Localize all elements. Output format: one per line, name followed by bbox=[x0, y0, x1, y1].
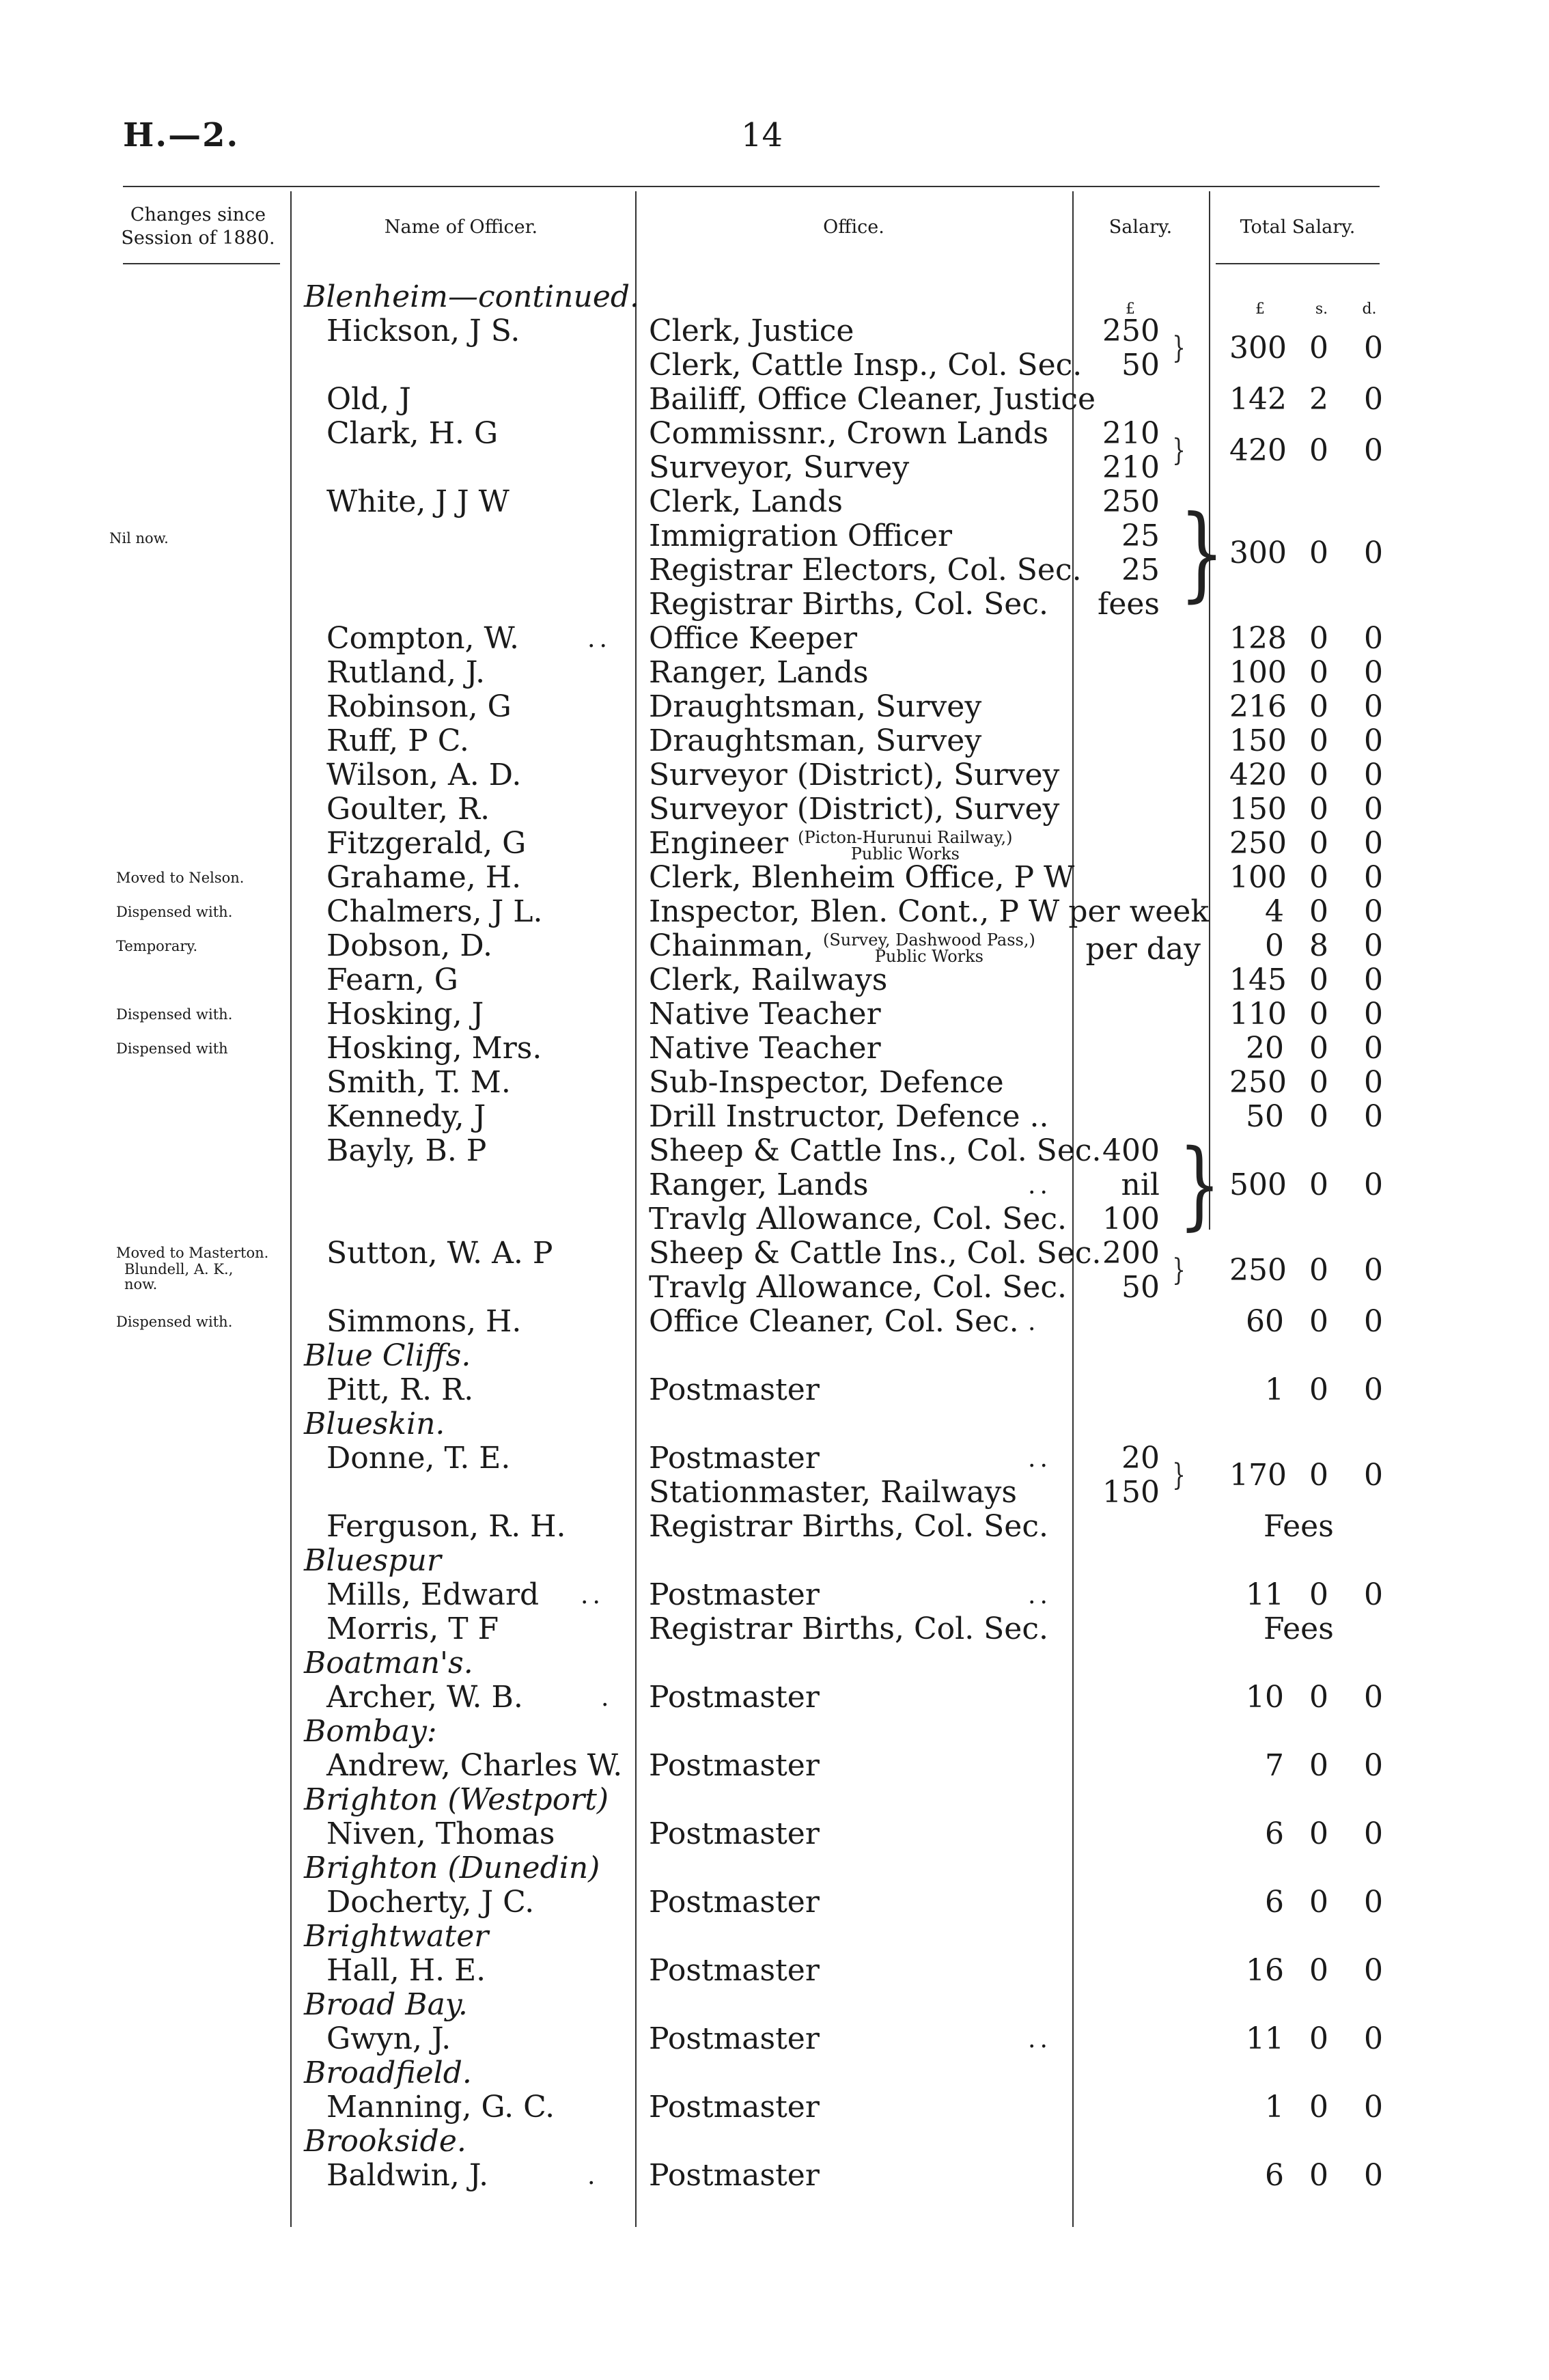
office: Registrar Electors, Col. Sec. bbox=[649, 553, 1082, 587]
salary: fees bbox=[1098, 587, 1160, 622]
office: Postmaster bbox=[649, 1748, 820, 1783]
change-note: Moved to Masterton. bbox=[116, 1245, 269, 1261]
total-pence: 0 bbox=[1364, 2090, 1383, 2125]
total-pence-unit: d. bbox=[1362, 301, 1377, 318]
total-shillings: 0 bbox=[1309, 689, 1328, 724]
office-detail-line1: Picton-Hurunui Railway, bbox=[804, 827, 1007, 847]
salary: 400 bbox=[1102, 1133, 1160, 1168]
total-pence: 0 bbox=[1364, 433, 1383, 468]
brace: } bbox=[1178, 1129, 1221, 1241]
header-office: Office. bbox=[823, 217, 884, 238]
salary: 25 bbox=[1121, 553, 1160, 587]
office: Postmaster bbox=[649, 1372, 820, 1407]
total-shillings: 0 bbox=[1309, 1458, 1328, 1493]
total-shillings: 0 bbox=[1309, 536, 1328, 570]
header-bottom-rule bbox=[123, 263, 280, 264]
page-number: 14 bbox=[741, 116, 783, 154]
salary: 50 bbox=[1121, 1270, 1160, 1305]
officer-name: Kennedy, J bbox=[326, 1099, 486, 1134]
total-pounds: 60 bbox=[1246, 1304, 1284, 1339]
total-pence: 0 bbox=[1364, 1304, 1383, 1339]
officer-name: Compton, W. bbox=[326, 621, 520, 656]
total-pence: 0 bbox=[1364, 894, 1383, 929]
office: Sub-Inspector, Defence bbox=[649, 1065, 1004, 1100]
place-heading: Brighton (Dunedin) bbox=[304, 1851, 600, 1885]
place-heading: Boatman's. bbox=[304, 1646, 473, 1680]
leader-dots: . bbox=[601, 1684, 613, 1712]
total-pounds: 110 bbox=[1229, 997, 1287, 1032]
office: Immigration Officer bbox=[649, 518, 953, 553]
total-pounds: 16 bbox=[1246, 1953, 1284, 1988]
total-shillings: 2 bbox=[1309, 382, 1328, 417]
total-shillings: 0 bbox=[1309, 723, 1328, 758]
total-shillings: 0 bbox=[1309, 1031, 1328, 1066]
office-detail-line2: Public Works bbox=[850, 844, 960, 863]
total-shillings: 0 bbox=[1309, 758, 1328, 792]
office: Surveyor (District), Survey bbox=[649, 792, 1060, 827]
office-title: Engineer bbox=[649, 826, 789, 861]
total-pence: 0 bbox=[1364, 963, 1383, 997]
header-changes: Changes since Session of 1880. bbox=[121, 204, 275, 249]
total-pence: 0 bbox=[1364, 382, 1383, 417]
officer-name: Gwyn, J. bbox=[326, 2021, 451, 2056]
total-pounds: 150 bbox=[1229, 792, 1287, 827]
leader-dots: . bbox=[1028, 1308, 1040, 1336]
salary: 250 bbox=[1102, 314, 1160, 348]
salary: 210 bbox=[1102, 450, 1160, 485]
office: Postmaster bbox=[649, 2021, 820, 2056]
document-reference: H.—2. bbox=[123, 116, 240, 154]
total-pence: 0 bbox=[1364, 826, 1383, 861]
office: Postmaster bbox=[649, 1680, 820, 1715]
officer-name: Pitt, R. R. bbox=[326, 1372, 474, 1407]
office: Clerk, Blenheim Office, P W bbox=[649, 860, 1075, 895]
officer-name: Morris, T F bbox=[326, 1611, 499, 1646]
officer-name: Manning, G. C. bbox=[326, 2090, 555, 2125]
total-pence: 0 bbox=[1364, 860, 1383, 895]
officer-name: Donne, T. E. bbox=[326, 1441, 511, 1476]
header-name: Name of Officer. bbox=[384, 217, 538, 238]
total-pounds: 6 bbox=[1265, 1816, 1284, 1851]
total-shillings: 0 bbox=[1309, 655, 1328, 690]
officer-name: Archer, W. B. bbox=[326, 1680, 523, 1715]
office: Office Cleaner, Col. Sec. bbox=[649, 1304, 1019, 1339]
office: Clerk, Lands bbox=[649, 484, 843, 519]
officer-name: Hickson, J S. bbox=[326, 314, 520, 348]
brace: } bbox=[1172, 433, 1186, 468]
total-pounds: 7 bbox=[1265, 1748, 1284, 1783]
office: Office Keeper bbox=[649, 621, 858, 656]
salary: per week bbox=[1068, 894, 1209, 929]
place-heading: Broadfield. bbox=[304, 2056, 472, 2090]
change-note: Moved to Nelson. bbox=[116, 870, 245, 886]
officer-name: Ferguson, R. H. bbox=[326, 1509, 566, 1544]
total-pence: 0 bbox=[1364, 1885, 1383, 1920]
officer-name: Dobson, D. bbox=[326, 928, 493, 963]
total-pence: 0 bbox=[1364, 655, 1383, 690]
header-salary: Salary. bbox=[1108, 217, 1173, 238]
total-pounds: 6 bbox=[1265, 2158, 1284, 2193]
column-rule bbox=[290, 191, 292, 2227]
total-pounds: 250 bbox=[1229, 1253, 1287, 1288]
office: Registrar Births, Col. Sec. bbox=[649, 1509, 1048, 1544]
total-shillings: 0 bbox=[1309, 1167, 1328, 1202]
office: Clerk, Cattle Insp., Col. Sec. bbox=[649, 348, 1083, 383]
total-pounds: 11 bbox=[1246, 2021, 1284, 2056]
brace: } bbox=[1172, 1458, 1186, 1493]
total-pence: 0 bbox=[1364, 1031, 1383, 1066]
total-fees: Fees bbox=[1264, 1611, 1334, 1646]
total-pence: 0 bbox=[1364, 689, 1383, 724]
total-pounds: 4 bbox=[1265, 894, 1284, 929]
total-shillings: 0 bbox=[1309, 1099, 1328, 1134]
total-pounds: 100 bbox=[1229, 860, 1287, 895]
officer-name: Sutton, W. A. P bbox=[326, 1236, 553, 1271]
brace: } bbox=[1179, 494, 1225, 613]
salary-unit: £ bbox=[1126, 301, 1135, 318]
office: Inspector, Blen. Cont., P W bbox=[649, 894, 1060, 929]
salary: 50 bbox=[1121, 348, 1160, 383]
office: Postmaster bbox=[649, 1885, 820, 1920]
place-heading: Blenheim—continued. bbox=[304, 279, 640, 314]
total-pounds: 142 bbox=[1229, 382, 1287, 417]
change-note: Nil now. bbox=[109, 530, 169, 546]
place-heading: Blueskin. bbox=[304, 1407, 445, 1441]
officer-name: Hosking, J bbox=[326, 997, 484, 1032]
total-pounds-unit: £ bbox=[1255, 301, 1265, 318]
office: Postmaster bbox=[649, 1816, 820, 1851]
office bbox=[649, 928, 1035, 966]
total-shillings: 0 bbox=[1309, 2158, 1328, 2193]
office: Draughtsman, Survey bbox=[649, 689, 982, 724]
total-pounds: 1 bbox=[1265, 2090, 1284, 2125]
column-rule bbox=[1072, 191, 1074, 2227]
office: Sheep & Cattle Ins., Col. Sec. bbox=[649, 1236, 1102, 1271]
total-shillings: 0 bbox=[1309, 1304, 1328, 1339]
total-pounds: 128 bbox=[1229, 621, 1287, 656]
change-note: Dispensed with bbox=[116, 1040, 228, 1057]
leader-dots: . bbox=[587, 2162, 600, 2190]
column-rule bbox=[1209, 191, 1210, 1230]
officer-name: Robinson, G bbox=[326, 689, 512, 724]
total-shillings: 0 bbox=[1309, 2021, 1328, 2056]
total-pounds: 20 bbox=[1246, 1031, 1284, 1066]
total-pounds: 50 bbox=[1246, 1099, 1284, 1134]
office: Postmaster bbox=[649, 1953, 820, 1988]
total-fees: Fees bbox=[1264, 1509, 1334, 1544]
officer-name: Goulter, R. bbox=[326, 792, 490, 827]
change-note: Blundell, A. K., bbox=[124, 1261, 234, 1277]
salary: per day bbox=[1085, 932, 1201, 967]
place-heading: Broad Bay. bbox=[304, 1987, 468, 2022]
office: Native Teacher bbox=[649, 1031, 881, 1066]
total-pounds: 170 bbox=[1229, 1458, 1287, 1493]
total-shillings: 8 bbox=[1309, 928, 1328, 963]
total-pence: 0 bbox=[1364, 758, 1383, 792]
officer-name: Old, J bbox=[326, 382, 411, 417]
total-pence: 0 bbox=[1364, 928, 1383, 963]
office: Stationmaster, Railways bbox=[649, 1475, 1017, 1510]
office: Drill Instructor, Defence .. bbox=[649, 1099, 1049, 1134]
total-shillings-unit: s. bbox=[1315, 301, 1328, 318]
office: Sheep & Cattle Ins., Col. Sec. bbox=[649, 1133, 1102, 1168]
officer-name: Smith, T. M. bbox=[326, 1065, 511, 1100]
office-detail: (Survey, Dashwood Pass,) Public Works bbox=[822, 930, 1035, 966]
officer-name: Rutland, J. bbox=[326, 655, 486, 690]
total-shillings: 0 bbox=[1309, 621, 1328, 656]
office: Postmaster bbox=[649, 2090, 820, 2125]
place-heading: Bluespur bbox=[304, 1543, 441, 1578]
salary: 150 bbox=[1102, 1475, 1160, 1510]
office: Draughtsman, Survey bbox=[649, 723, 982, 758]
total-shillings: 0 bbox=[1309, 826, 1328, 861]
officer-name: White, J J W bbox=[326, 484, 510, 519]
total-shillings: 0 bbox=[1309, 1680, 1328, 1715]
office: Clerk, Justice bbox=[649, 314, 854, 348]
office: Ranger, Lands bbox=[649, 1167, 869, 1202]
total-pence: 0 bbox=[1364, 1816, 1383, 1851]
total-pence: 0 bbox=[1364, 792, 1383, 827]
officer-name: Fitzgerald, G bbox=[326, 826, 527, 861]
change-note: Dispensed with. bbox=[116, 904, 233, 920]
total-pounds: 300 bbox=[1229, 331, 1287, 365]
total-pence: 0 bbox=[1364, 621, 1383, 656]
total-shillings: 0 bbox=[1309, 1885, 1328, 1920]
total-pounds: 1 bbox=[1265, 1372, 1284, 1407]
total-shillings: 0 bbox=[1309, 1748, 1328, 1783]
total-pence: 0 bbox=[1364, 1577, 1383, 1612]
total-pence: 0 bbox=[1364, 1748, 1383, 1783]
brace: } bbox=[1172, 331, 1186, 365]
header-total-salary: Total Salary. bbox=[1240, 217, 1356, 238]
total-shillings: 0 bbox=[1309, 1577, 1328, 1612]
officer-name: Fearn, G bbox=[326, 963, 458, 997]
total-shillings: 0 bbox=[1309, 331, 1328, 365]
total-pence: 0 bbox=[1364, 331, 1383, 365]
change-note: Temporary. bbox=[116, 938, 198, 954]
total-shillings: 0 bbox=[1309, 1372, 1328, 1407]
total-pence: 0 bbox=[1364, 2021, 1383, 2056]
officer-name: Grahame, H. bbox=[326, 860, 522, 895]
officer-name: Clark, H. G bbox=[326, 416, 499, 451]
total-shillings: 0 bbox=[1309, 2090, 1328, 2125]
officer-name: Mills, Edward bbox=[326, 1577, 540, 1612]
officer-name: Simmons, H. bbox=[326, 1304, 522, 1339]
leader-dots: .. bbox=[1028, 2025, 1052, 2053]
office-detail-line1: Survey, Dashwood Pass, bbox=[829, 930, 1029, 950]
total-shillings: 0 bbox=[1309, 894, 1328, 929]
total-pence: 0 bbox=[1364, 1099, 1383, 1134]
total-pence: 0 bbox=[1364, 1253, 1383, 1288]
total-shillings: 0 bbox=[1309, 1816, 1328, 1851]
total-pounds: 420 bbox=[1229, 433, 1287, 468]
total-pence: 0 bbox=[1364, 1372, 1383, 1407]
total-shillings: 0 bbox=[1309, 997, 1328, 1032]
officer-name: Ruff, P C. bbox=[326, 723, 469, 758]
leader-dots: .. bbox=[1028, 1581, 1052, 1609]
office-title: Chainman, bbox=[649, 928, 813, 963]
total-pounds: 6 bbox=[1265, 1885, 1284, 1920]
change-note: Dispensed with. bbox=[116, 1006, 233, 1023]
officer-name: Baldwin, J. bbox=[326, 2158, 489, 2193]
total-pence: 0 bbox=[1364, 536, 1383, 570]
office: Native Teacher bbox=[649, 997, 881, 1032]
office: Travlg Allowance, Col. Sec. bbox=[649, 1202, 1067, 1236]
total-pounds: 500 bbox=[1229, 1167, 1287, 1202]
salary: nil bbox=[1121, 1167, 1160, 1202]
office: Clerk, Railways bbox=[649, 963, 888, 997]
office bbox=[649, 827, 1013, 861]
total-pounds: 0 bbox=[1265, 928, 1284, 963]
salary: 20 bbox=[1121, 1441, 1160, 1476]
total-pounds: 300 bbox=[1229, 536, 1287, 570]
office: Surveyor, Survey bbox=[649, 450, 910, 485]
change-note: Dispensed with. bbox=[116, 1314, 233, 1330]
total-shillings: 0 bbox=[1309, 792, 1328, 827]
total-pounds: 150 bbox=[1229, 723, 1287, 758]
total-pounds: 100 bbox=[1229, 655, 1287, 690]
total-pounds: 250 bbox=[1229, 1065, 1287, 1100]
total-pence: 0 bbox=[1364, 1680, 1383, 1715]
officer-name: Hosking, Mrs. bbox=[326, 1031, 542, 1066]
header-bottom-rule bbox=[1216, 263, 1380, 264]
office: Registrar Births, Col. Sec. bbox=[649, 1611, 1048, 1646]
office: Surveyor (District), Survey bbox=[649, 758, 1060, 792]
total-pounds: 216 bbox=[1229, 689, 1287, 724]
total-pounds: 145 bbox=[1229, 963, 1287, 997]
total-pence: 0 bbox=[1364, 1167, 1383, 1202]
officer-name: Chalmers, J L. bbox=[326, 894, 543, 929]
salary: 25 bbox=[1121, 518, 1160, 553]
total-pence: 0 bbox=[1364, 2158, 1383, 2193]
officer-name: Andrew, Charles W. bbox=[326, 1748, 623, 1783]
officer-name: Bayly, B. P bbox=[326, 1133, 487, 1168]
total-shillings: 0 bbox=[1309, 1253, 1328, 1288]
total-shillings: 0 bbox=[1309, 1953, 1328, 1988]
total-pounds: 11 bbox=[1246, 1577, 1284, 1612]
total-pence: 0 bbox=[1364, 1953, 1383, 1988]
total-pence: 0 bbox=[1364, 1458, 1383, 1493]
office-detail: (Picton-Hurunui Railway,) Public Works bbox=[798, 827, 1013, 863]
officer-name: Docherty, J C. bbox=[326, 1885, 535, 1920]
place-heading: Bombay: bbox=[304, 1714, 437, 1749]
salary: 200 bbox=[1102, 1236, 1160, 1271]
office-detail-line2: Public Works bbox=[874, 946, 983, 966]
total-pounds: 250 bbox=[1229, 826, 1287, 861]
place-heading: Brightwater bbox=[304, 1919, 489, 1954]
total-pence: 0 bbox=[1364, 723, 1383, 758]
total-pence: 0 bbox=[1364, 1065, 1383, 1100]
office: Postmaster bbox=[649, 2158, 820, 2193]
officer-name: Wilson, A. D. bbox=[326, 758, 522, 792]
leader-dots: .. bbox=[581, 1581, 604, 1609]
total-shillings: 0 bbox=[1309, 1065, 1328, 1100]
table-top-rule bbox=[123, 186, 1380, 187]
leader-dots: .. bbox=[1028, 1172, 1052, 1200]
office: Commissnr., Crown Lands bbox=[649, 416, 1049, 451]
place-heading: Brookside. bbox=[304, 2124, 466, 2159]
salary: 100 bbox=[1102, 1202, 1160, 1236]
total-shillings: 0 bbox=[1309, 433, 1328, 468]
office: Travlg Allowance, Col. Sec. bbox=[649, 1270, 1067, 1305]
leader-dots: .. bbox=[1028, 1445, 1052, 1473]
change-note: now. bbox=[124, 1276, 158, 1292]
officer-name: Niven, Thomas bbox=[326, 1816, 555, 1851]
place-heading: Blue Cliffs. bbox=[304, 1338, 471, 1373]
total-pounds: 420 bbox=[1229, 758, 1287, 792]
leader-dots: .. bbox=[587, 625, 611, 653]
office: Postmaster bbox=[649, 1577, 820, 1612]
brace: } bbox=[1172, 1253, 1186, 1288]
place-heading: Brighton (Westport) bbox=[304, 1782, 609, 1817]
total-shillings: 0 bbox=[1309, 963, 1328, 997]
office: Postmaster bbox=[649, 1441, 820, 1476]
office: Registrar Births, Col. Sec. bbox=[649, 587, 1048, 622]
salary: 210 bbox=[1102, 416, 1160, 451]
salary: 250 bbox=[1102, 484, 1160, 519]
officer-name: Hall, H. E. bbox=[326, 1953, 486, 1988]
total-pence: 0 bbox=[1364, 997, 1383, 1032]
office: Ranger, Lands bbox=[649, 655, 869, 690]
total-pounds: 10 bbox=[1246, 1680, 1284, 1715]
column-rule bbox=[635, 191, 637, 2227]
total-shillings: 0 bbox=[1309, 860, 1328, 895]
office: Bailiff, Office Cleaner, Justice bbox=[649, 382, 1096, 417]
